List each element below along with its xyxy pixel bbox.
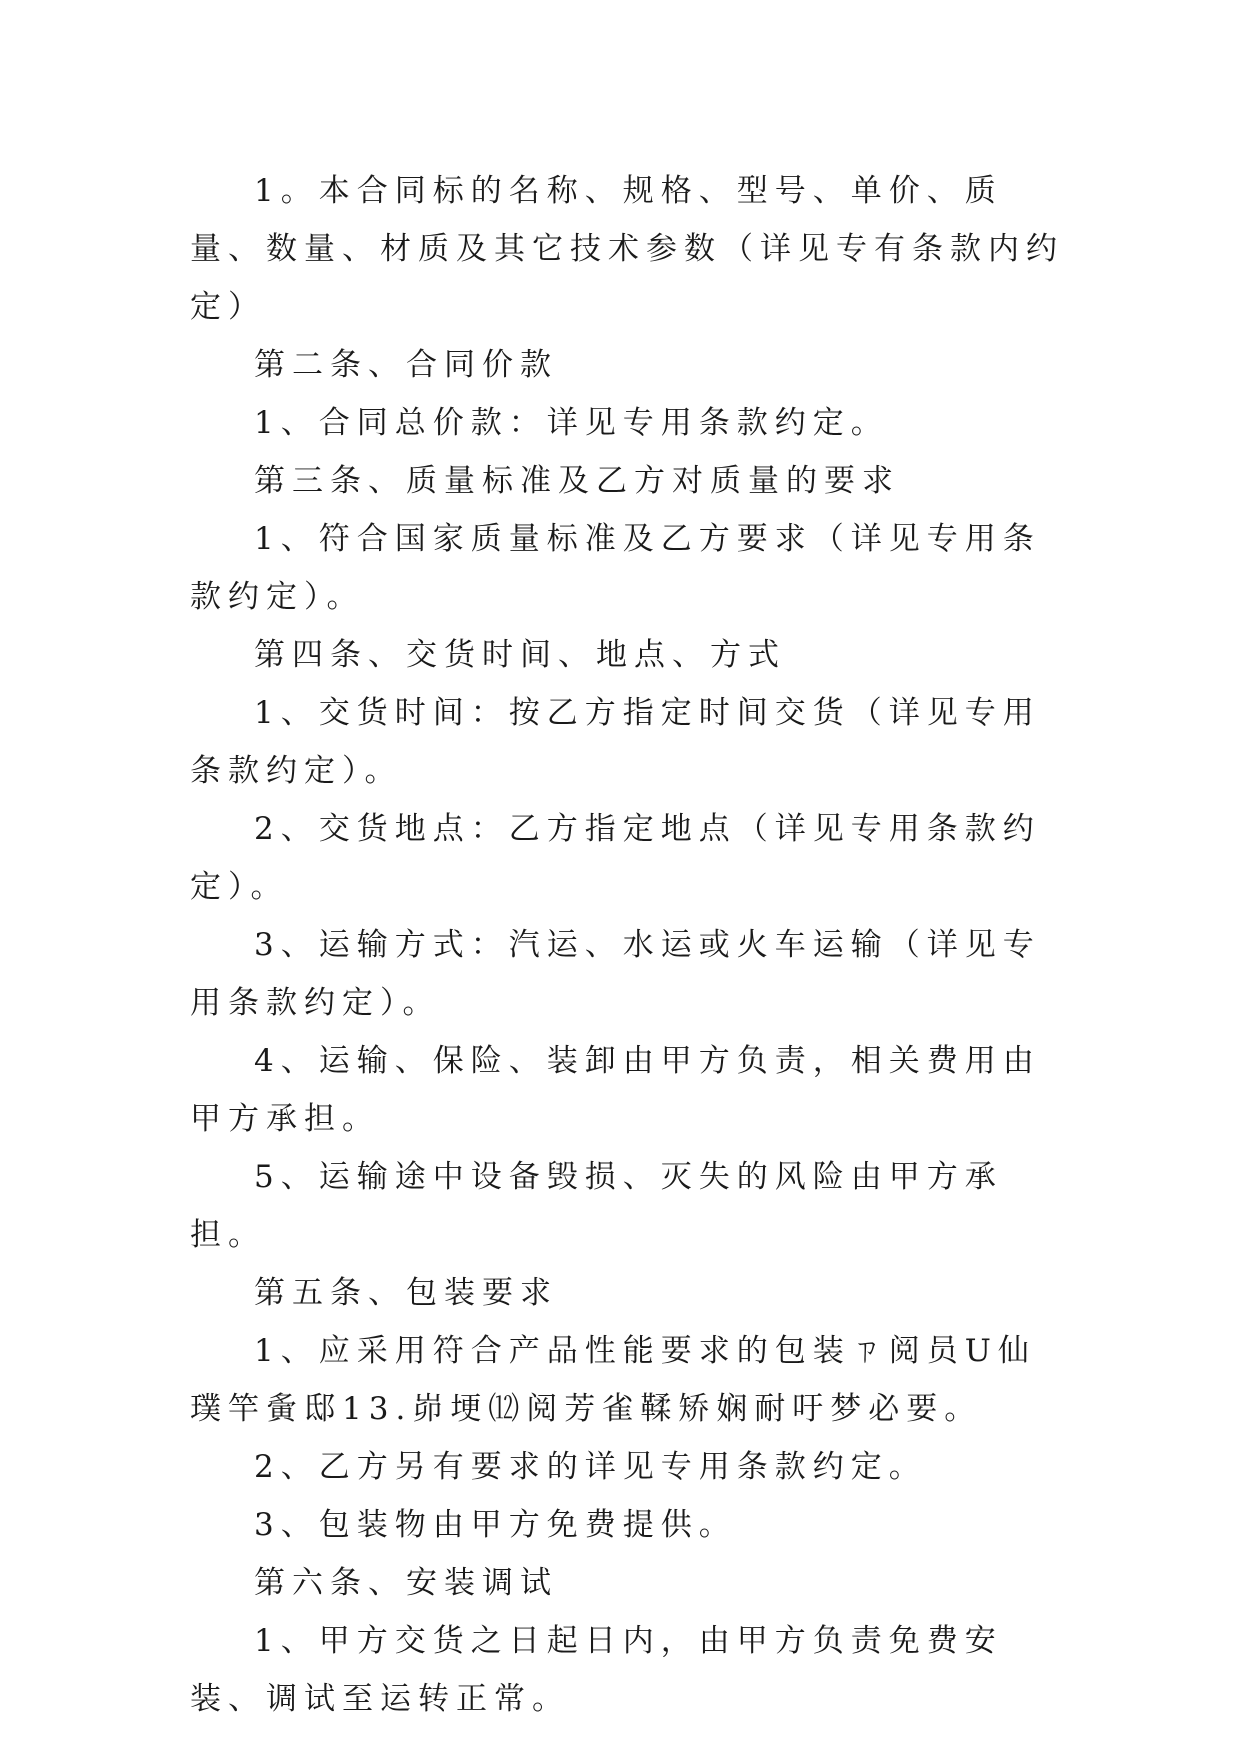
paragraph-transport-cost: 4、运输、保险、装卸由甲方负责，相关费用由甲方承担。 [190,1043,1041,1137]
paragraph-packaging-requirement: 1、应采用符合产品性能要求的包装ㄗ阅员U仙璞竿夤邸13.峁埂⑿阅芳雀鞣矫娴耐吁梦必要。 [190,1333,1036,1427]
paragraph-quality-standard: 1、符合国家质量标准及乙方要求（详见专用条款约定）。 [190,521,1041,615]
paragraph-transport-risk: 5、运输途中设备毁损、灭失的风险由甲方承担。 [190,1159,1003,1253]
paragraph-total-price: 1、合同总价款：详见专用条款约定。 [254,405,889,441]
paragraph-packaging-other: 2、乙方另有要求的详见专用条款约定。 [254,1449,927,1485]
document-body [190,162,1070,1728]
paragraph-item-1: 1。本合同标的名称、规格、型号、单价、质量、数量、材质及其它技术参数（详见专有条款内约定） [190,173,1064,325]
paragraph-installation: 1、甲方交货之日起日内，由甲方负责免费安装、调试至运转正常。 [190,1623,1003,1717]
section-heading-price: 第二条、合同价款 [254,347,558,383]
paragraph-transport-mode: 3、运输方式：汽运、水运或火车运输（详见专用条款约定）。 [190,927,1041,1021]
section-heading-packaging: 第五条、包装要求 [254,1275,558,1311]
paragraph-delivery-place: 2、交货地点：乙方指定地点（详见专用条款约定）。 [190,811,1041,905]
paragraph-delivery-time: 1、交货时间：按乙方指定时间交货（详见专用条款约定）。 [190,695,1041,789]
section-heading-quality: 第三条、质量标准及乙方对质量的要求 [254,463,900,499]
section-heading-installation: 第六条、安装调试 [254,1565,558,1601]
paragraph-packaging-material: 3、包装物由甲方免费提供。 [254,1507,737,1543]
section-heading-delivery: 第四条、交货时间、地点、方式 [254,637,786,673]
